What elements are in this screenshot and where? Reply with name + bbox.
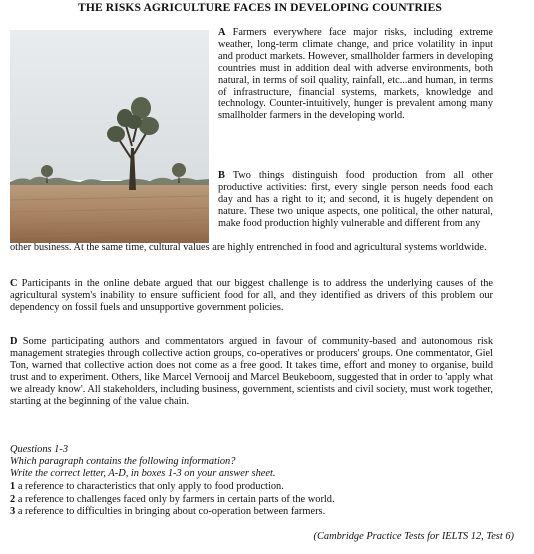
paragraph-b-text: Two things distinguish food production from all other productive activities: first, every single person needs food each day and has a right to it; and second, it is hugely dependent on nature. These two unique aspects, one political, the other natural, make food production highly vulnerable and different from any (218, 170, 493, 229)
page-title: THE RISKS AGRICULTURE FACES IN DEVELOPING COUNTRIES (78, 1, 442, 14)
paragraph-d (10, 336, 493, 407)
paragraph-d-text: Some participating authors and commentators argued in favour of community-based and autonomous risk management strategies through collective action groups, co-operatives or producers' groups. One commentator, Giel Ton, warned that collective action does not come as a free good. It takes time, effort and money to organise, build trust and to experiment. Others, like Marcel Vernooij and Marcel Beukeboom, suggested that in order to 'apply what we already know'. All stakeholders, including business, government, scientists and civil society, must work together, starting at the beginning of the value chain. (10, 336, 493, 407)
paragraph-b-continued: other business. At the same time, cultural values are highly entrenched in food and agricultural systems worldwide. (10, 242, 487, 253)
paragraph-a-letter: A (218, 27, 226, 38)
paragraph-d-letter: D (10, 336, 18, 347)
questions-instruction: Which paragraph contains the following information? (10, 456, 236, 467)
question-number: 1 (10, 481, 16, 492)
question-number: 2 (10, 494, 16, 505)
farm-landscape-photo (10, 30, 209, 243)
paragraph-b (218, 170, 493, 230)
paragraph-a-text: Farmers everywhere face major risks, including extreme weather, long-term climate change, and price volatility in input and product markets. However, smallholder farmers in developing countries must in addition deal with adverse environments, both natural, in terms of soil quality, rainfall, etc...and human, in terms of infrastructure, financial systems, markets, knowledge and technology. Counter-intuitively, hunger is prevalent among many smallholder farmers in the developing world. (218, 27, 493, 122)
paragraph-c (10, 278, 493, 314)
question-text: a reference to difficulties in bringing about co-operation between farmers. (17, 506, 326, 517)
paragraph-c-text: Participants in the online debate argued that our biggest challenge is to address the underlying causes of the agricultural system's inability to ensure sufficient food for all, and they identified as drivers of this problem our dependency on fossil fuels and unsupportive government policies. (10, 278, 493, 313)
question-item (10, 494, 335, 506)
question-text: a reference to characteristics that only apply to food production. (17, 481, 284, 492)
paragraph-c-letter: C (10, 278, 18, 289)
question-item (10, 481, 284, 493)
questions-heading: Questions 1-3 (10, 444, 69, 455)
paragraph-a (218, 27, 493, 122)
question-item (10, 506, 325, 518)
question-text: a reference to challenges faced only by farmers in certain parts of the world. (17, 494, 335, 505)
question-number: 3 (10, 506, 16, 517)
source-citation: (Cambridge Practice Tests for IELTS 12, Test 6) (313, 531, 514, 542)
paragraph-b-letter: B (218, 170, 225, 181)
questions-write-instruction: Write the correct letter, A-D, in boxes 1-3 on your answer sheet. (10, 468, 276, 479)
